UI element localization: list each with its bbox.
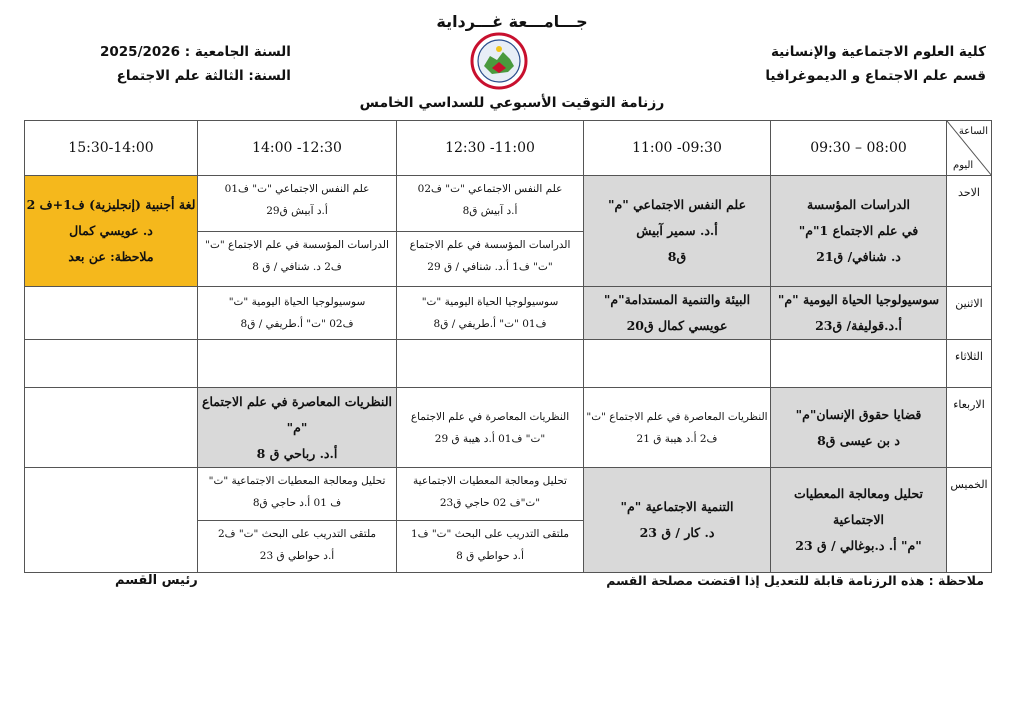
wednesday-slot-3 xyxy=(397,388,584,468)
course-line: د. عويسي كمال xyxy=(69,223,153,238)
course-line: النظريات المعاصرة في علم الاجتماع "م" xyxy=(202,393,392,435)
course-line: ملتقى التدريب على البحث "ت" ف1 xyxy=(410,528,570,540)
course-line: لغة أجنبية (إنجليزية) ف1+ف 2 xyxy=(26,197,196,212)
course-line: علم النفس الاجتماعي "ت" ف01 xyxy=(224,183,370,195)
row-thursday xyxy=(25,468,992,573)
thursday-slot-5 xyxy=(25,468,198,573)
time-slot-5: 15:30-14:00 xyxy=(25,121,198,176)
course-line: أ.د حواطي ق 8 xyxy=(456,550,524,562)
university-logo xyxy=(470,32,528,90)
corner-day-label: اليوم xyxy=(953,160,974,171)
course-line: د بن عيسى ق8 xyxy=(817,432,900,448)
time-slot-1: 09:30 – 08:00 xyxy=(771,121,947,176)
monday-slot-5 xyxy=(25,287,198,340)
sunday-slot-3 xyxy=(397,176,584,287)
schedule-title: رزنامة التوقيت الأسبوعي للسداسي الخامس xyxy=(359,95,665,111)
course-line: د. كار / ق 23 xyxy=(639,525,715,540)
course-line: النظريات المعاصرة في علم الاجتماع "ت" xyxy=(586,410,768,423)
faculty-name: كلية العلوم الاجتماعية والإنسانية xyxy=(770,44,986,60)
course-line: تحليل ومعالجة المعطيات الاجتماعية xyxy=(794,486,923,527)
course-line: "م" أ. د.بوغالي / ق 23 xyxy=(795,538,922,553)
corner-time-label: الساعة xyxy=(958,126,988,137)
monday-slot-1 xyxy=(771,287,947,340)
tuesday-slot-2 xyxy=(584,340,771,388)
sunday-slot-4 xyxy=(198,176,397,287)
wednesday-slot-4 xyxy=(198,388,397,468)
sunday-slot-5 xyxy=(25,176,198,287)
course-line: أ.د حواطي ق 23 xyxy=(259,550,335,562)
day-monday: الاثنين xyxy=(947,287,992,340)
department-head-label: رئيس القسم xyxy=(115,573,198,588)
course-line: التنمية الاجتماعية "م" xyxy=(620,499,734,514)
wednesday-slot-1 xyxy=(771,388,947,468)
course-line: أ.د. رباحي ق 8 xyxy=(256,445,338,461)
tuesday-slot-5 xyxy=(25,340,198,388)
university-name: جـــامـــعة غـــرداية xyxy=(436,12,588,31)
header-left xyxy=(100,40,291,88)
wednesday-slot-5 xyxy=(25,388,198,468)
time-slot-3: 12:30 -11:00 xyxy=(397,121,584,176)
course-line: أ.د آبيش ق29 xyxy=(266,205,328,217)
tuesday-slot-1 xyxy=(771,340,947,388)
row-monday xyxy=(25,287,992,340)
course-line: في علم الاجتماع 1"م" xyxy=(798,223,919,238)
course-line: علم النفس الاجتماعي "م" xyxy=(607,197,747,212)
sunday-slot-1 xyxy=(771,176,947,287)
course-line: ملاحظة: عن بعد xyxy=(68,249,154,264)
day-sunday: الاحد xyxy=(947,176,992,287)
time-header-row xyxy=(25,121,992,176)
thursday-slot-1 xyxy=(771,468,947,573)
header-right xyxy=(765,40,986,88)
course-line: "ت"ف 02 حاجي ق23 xyxy=(439,497,541,509)
tuesday-slot-3 xyxy=(397,340,584,388)
day-wednesday: الاربعاء xyxy=(947,388,992,468)
day-tuesday: الثلاثاء xyxy=(947,340,992,388)
wednesday-slot-2 xyxy=(584,388,771,468)
course-line: الدراسات المؤسسة xyxy=(806,197,911,212)
thursday-slot-2 xyxy=(584,468,771,573)
course-line: أ.د.قوليفة/ ق23 xyxy=(815,318,902,333)
course-line: قضايا حقوق الإنسان"م" xyxy=(795,406,922,422)
course-line: البيئة والتنمية المستدامة"م" xyxy=(603,292,751,307)
row-tuesday xyxy=(25,340,992,388)
course-line: سوسيولوجيا الحياة اليومية "ت" xyxy=(228,296,366,308)
academic-year: السنة الجامعية : 2025/2026 xyxy=(100,44,291,60)
course-line: سوسيولوجيا الحياة اليومية "م" xyxy=(777,292,940,307)
course-line: ملتقى التدريب على البحث "ت" ف2 xyxy=(217,528,377,540)
course-line: د. شنافي/ ق21 xyxy=(816,249,901,264)
tuesday-slot-4 xyxy=(198,340,397,388)
row-sunday xyxy=(25,176,992,287)
course-line: سوسيولوجيا الحياة اليومية "ت" xyxy=(421,296,559,308)
course-line: الدراسات المؤسسة في علم الاجتماع "ت" xyxy=(205,239,389,251)
course-line: ف2 د. شنافي / ق 8 xyxy=(252,261,342,273)
corner-cell xyxy=(947,121,992,176)
sunday-slot-2 xyxy=(584,176,771,287)
course-line: تحليل ومعالجة المعطيات الاجتماعية xyxy=(413,475,567,487)
course-line: عويسي كمال ق20 xyxy=(626,318,728,333)
course-line: ف01 "ت" أ.طريفي / ق8 xyxy=(433,318,547,330)
course-line: ق8 xyxy=(667,249,687,264)
thursday-slot-4 xyxy=(198,468,397,573)
time-slot-2: 11:00 -09:30 xyxy=(584,121,771,176)
row-wednesday xyxy=(25,388,992,468)
course-line: النظريات المعاصرة في علم الاجتماع xyxy=(410,410,570,423)
course-line: ف 01 أ.د حاجي ق8 xyxy=(252,497,342,509)
course-line: "ت" ف1 أ.د. شنافي / ق 29 xyxy=(427,261,553,273)
footer-note: ملاحظة : هذه الرزنامة قابلة للتعديل إذا اقتضت مصلحة القسم xyxy=(606,573,984,588)
course-line: "ت" ف01 أ.د هيبة ق 29 xyxy=(434,432,546,445)
course-line: علم النفس الاجتماعي "ت" ف02 xyxy=(417,183,563,195)
monday-slot-4 xyxy=(198,287,397,340)
department-name: قسم علم الاجتماع و الديموغرافيا xyxy=(765,68,986,84)
thursday-slot-3 xyxy=(397,468,584,573)
course-line: الدراسات المؤسسة في علم الاجتماع xyxy=(409,239,571,251)
monday-slot-3 xyxy=(397,287,584,340)
study-level: السنة: الثالثة علم الاجتماع xyxy=(116,68,291,84)
course-line: تحليل ومعالجة المعطيات الاجتماعية "ت" xyxy=(208,475,386,487)
course-line: ف2 أ.د هيبة ق 21 xyxy=(636,432,718,445)
course-line: أ.د آبيش ق8 xyxy=(462,205,518,217)
schedule-table xyxy=(24,120,992,573)
course-line: ف02 "ت" أ.طريفي / ق8 xyxy=(240,318,354,330)
monday-slot-2 xyxy=(584,287,771,340)
day-thursday: الخميس xyxy=(947,468,992,573)
time-slot-4: 14:00 -12:30 xyxy=(198,121,397,176)
course-line: أ.د. سمير آبيش xyxy=(636,223,718,238)
